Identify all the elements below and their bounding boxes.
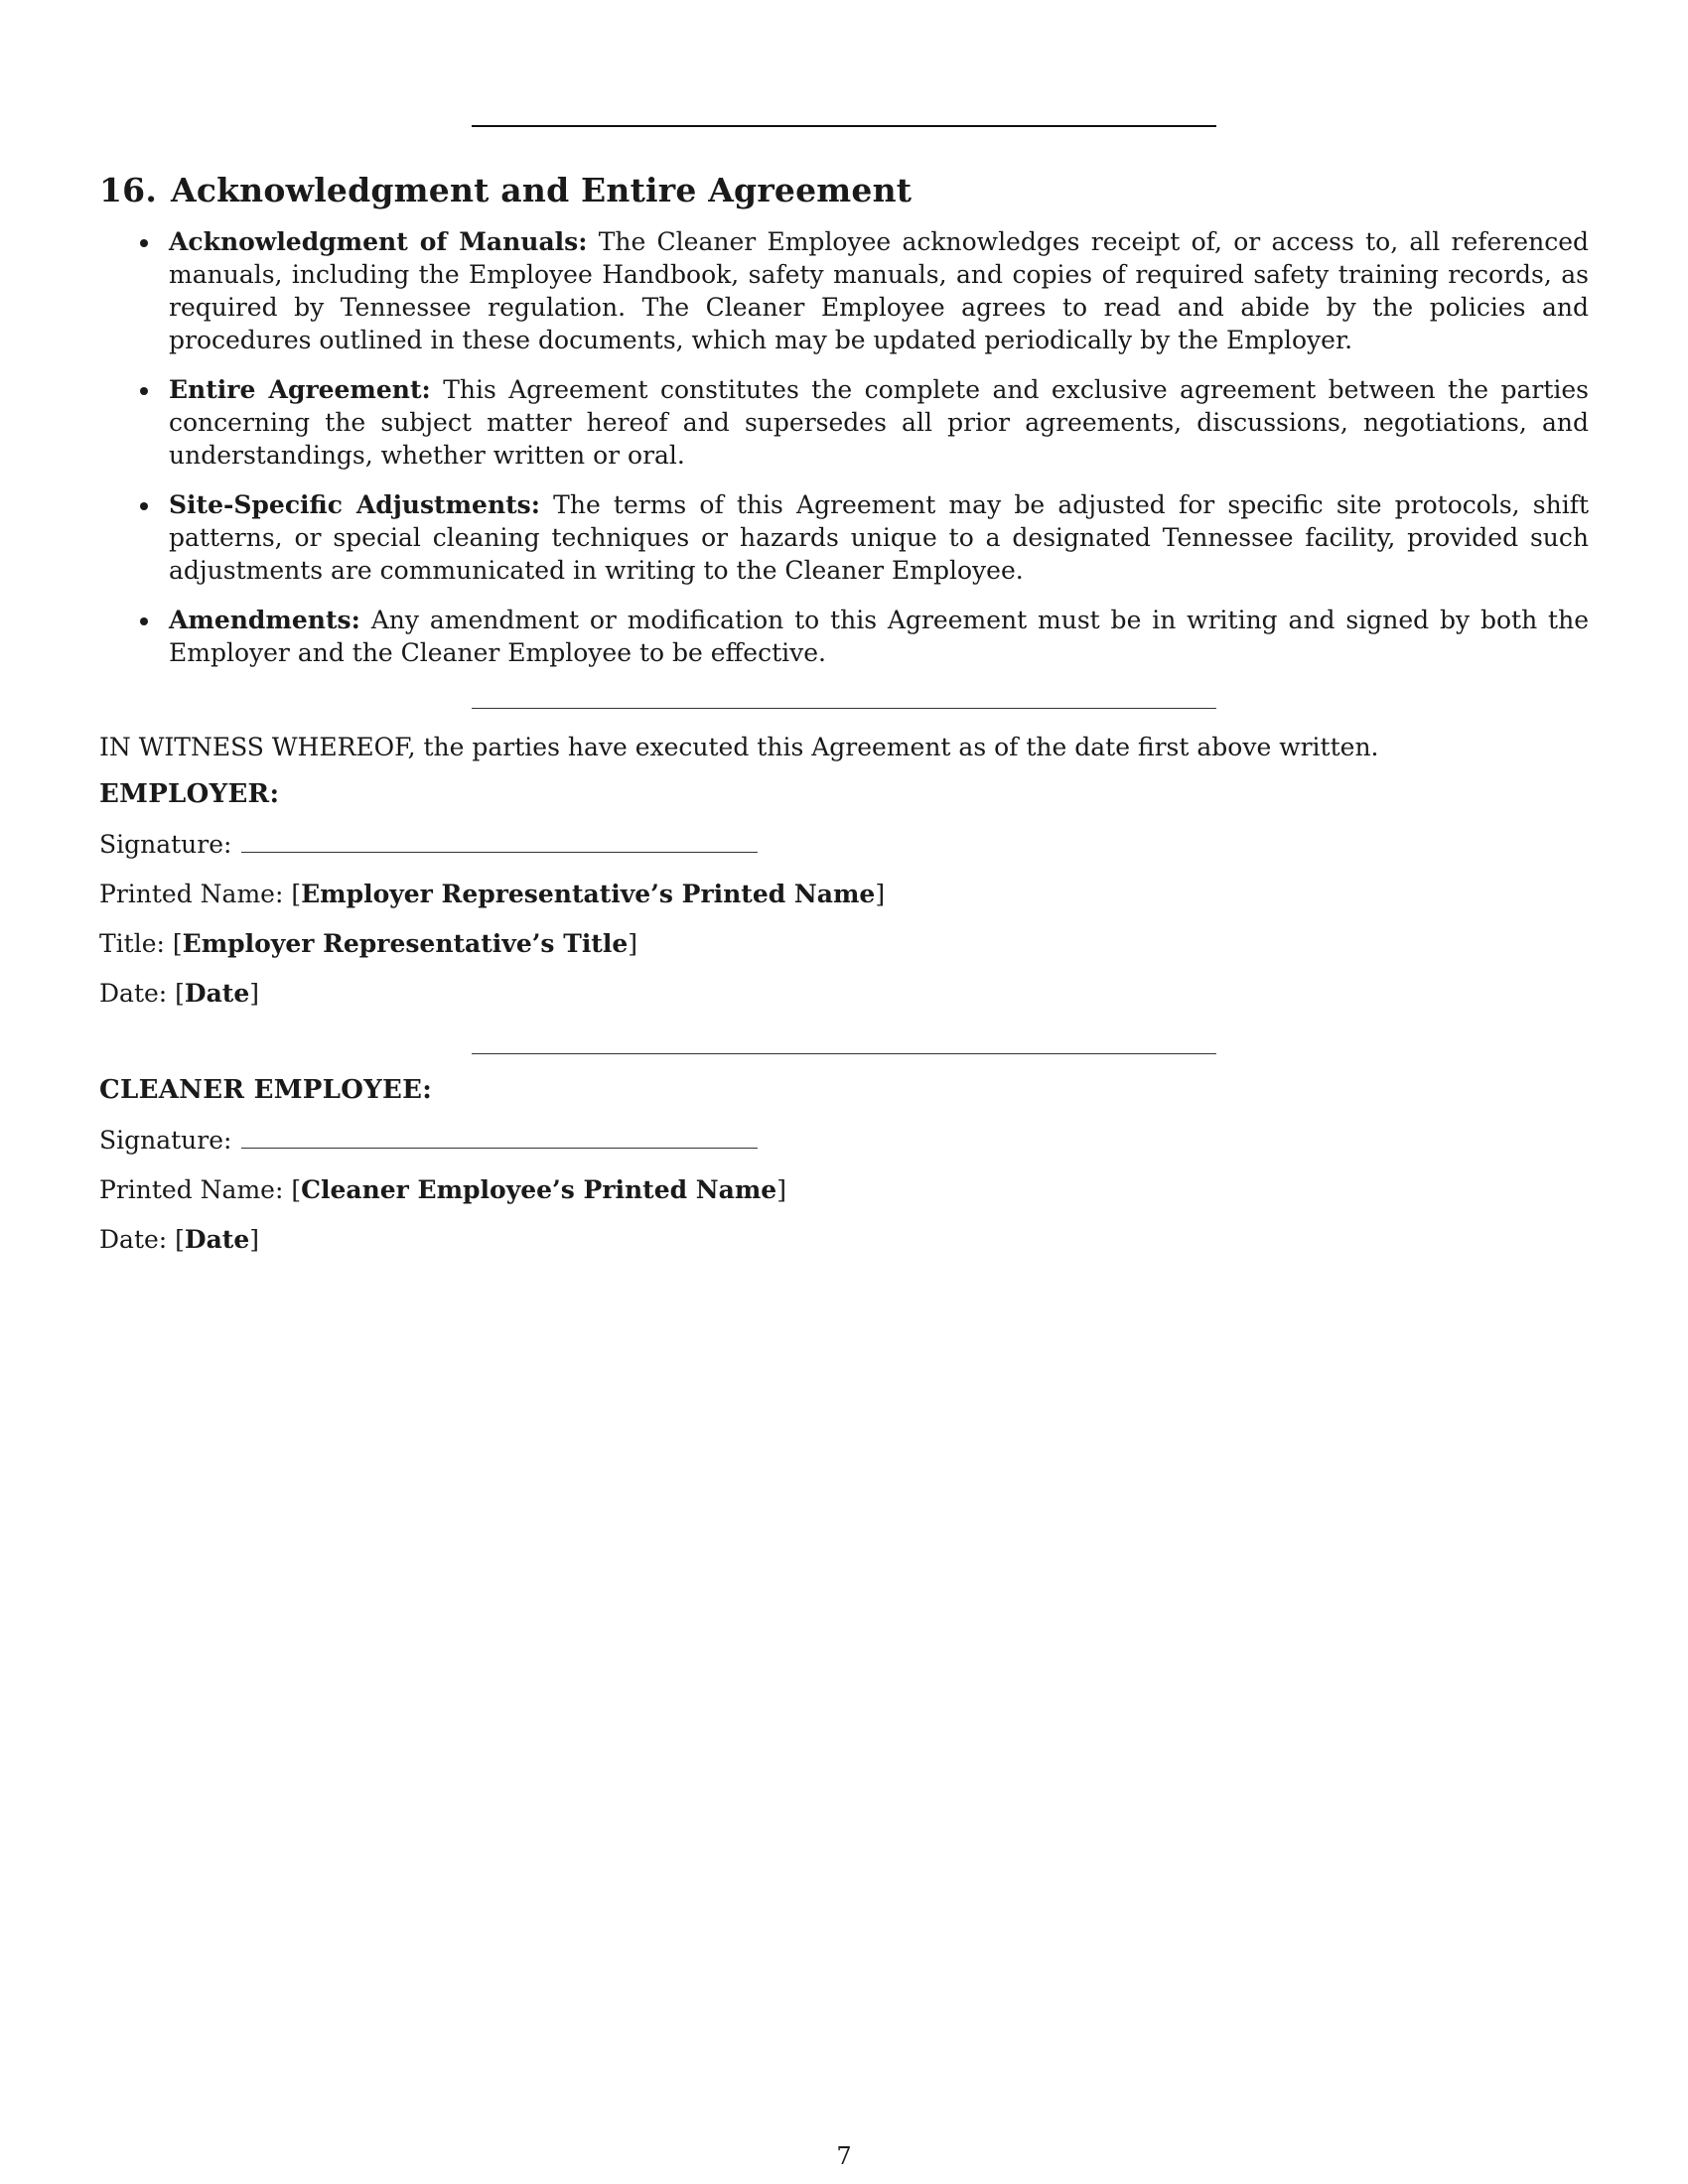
clause-list (99, 225, 1589, 686)
employer-printed-name-label: Printed Name: (99, 880, 284, 908)
clause-text: Any amendment or modification to this Agreement must be in writing and signed by both the Employer and the Cleaner Employee to be effective. (169, 606, 1589, 667)
clause-item (99, 488, 1589, 587)
clause-text: The terms of this Agreement may be adjusted for specific site protocols, shift patterns, or special cleaning techniques or hazards unique to a designated Tennessee facility, provided such adjustments are communicated in writing to the Cleaner Employee. (169, 490, 1590, 585)
employer-date-value: Date (184, 979, 250, 1008)
employer-date-label: Date: (99, 979, 168, 1008)
employer-signature-line[interactable] (241, 852, 758, 853)
bullet-icon (140, 617, 148, 625)
employee-printed-name-label: Printed Name: (99, 1175, 284, 1204)
employee-divider (472, 1053, 1216, 1054)
clause-text: This Agreement constitutes the complete and exclusive agreement between the parties concerning the subject matter hereof and supersedes all prior agreements, discussions, negotiations, and understandings, whether written or oral. (169, 375, 1589, 470)
employer-signature-label: Signature: (99, 830, 232, 859)
top-divider (472, 125, 1216, 127)
employer-title-row: Title: [Employer Representative’s Title] (99, 929, 638, 958)
employer-printed-name-value: Employer Representative’s Printed Name (301, 880, 876, 908)
clause-term: Entire Agreement: (169, 375, 431, 404)
employee-date-row: Date: [Date] (99, 1225, 260, 1254)
bullet-icon (140, 387, 148, 395)
bullet-icon (140, 239, 148, 247)
clause-term: Amendments: (169, 606, 360, 634)
page-number: 7 (836, 2142, 852, 2170)
clause-item (99, 225, 1589, 356)
employer-printed-name-row: Printed Name: [Employer Representative’s Printed Name] (99, 880, 886, 908)
employee-signature-label: Signature: (99, 1126, 232, 1155)
employee-signature-row (99, 1124, 758, 1157)
clause-item (99, 604, 1589, 669)
bullet-icon (140, 502, 148, 510)
section-number: 16. (99, 171, 158, 209)
section-title-text: Acknowledgment and Entire Agreement (171, 171, 913, 209)
witness-statement: IN WITNESS WHEREOF, the parties have executed this Agreement as of the date first above written. (99, 733, 1379, 761)
employer-title-value: Employer Representative’s Title (182, 929, 629, 958)
clause-term: Site-Specific Adjustments: (169, 490, 540, 519)
employer-title-label: Title: (99, 929, 165, 958)
employee-date-label: Date: (99, 1225, 168, 1254)
employer-heading: EMPLOYER: (99, 779, 280, 809)
employee-date-value: Date (184, 1225, 250, 1254)
employee-printed-name-row: Printed Name: [Cleaner Employee’s Printed Name] (99, 1175, 786, 1204)
employer-signature-row (99, 828, 758, 861)
witness-divider (472, 708, 1216, 709)
section-title (99, 171, 912, 209)
clause-term: Acknowledgment of Manuals: (169, 227, 588, 256)
clause-item (99, 373, 1589, 472)
employee-printed-name-value: Cleaner Employee’s Printed Name (301, 1175, 777, 1204)
employee-heading: CLEANER EMPLOYEE: (99, 1075, 433, 1105)
clause-text: The Cleaner Employee acknowledges receipt of, or access to, all referenced manuals, including the Employee Handbook, safety manuals, and copies of required safety training records, as required by Tennessee regulation. The Cleaner Employee agrees to read and abide by the policies and procedures outlined in these documents, which may be updated periodically by the Employer. (169, 227, 1589, 354)
employer-date-row: Date: [Date] (99, 979, 260, 1008)
employee-signature-line[interactable] (241, 1148, 758, 1149)
